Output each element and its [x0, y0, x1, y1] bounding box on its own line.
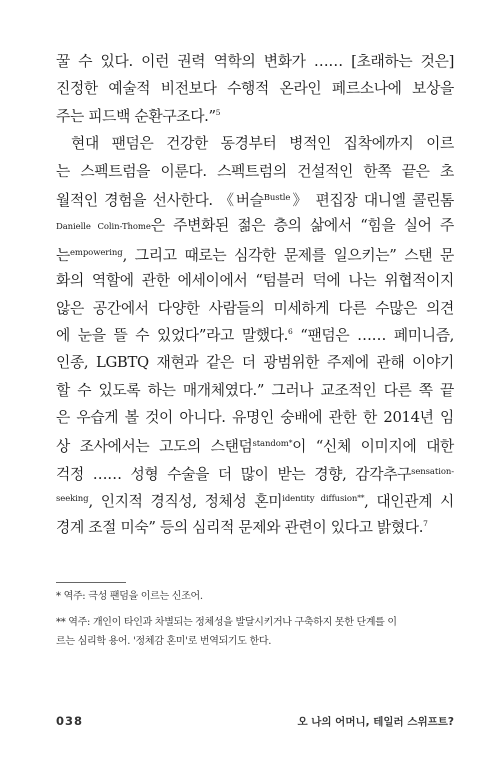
text-line-7 [56, 212, 454, 239]
footnote-marker-1: * [288, 438, 293, 448]
text-line-11-part-b: “팬덤은 …… 페미니즘, [292, 326, 454, 344]
footnote-2 [56, 613, 454, 651]
endnote-marker-5: 5 [215, 107, 221, 117]
text-line-6 [56, 185, 454, 212]
text-line-16 [56, 459, 454, 486]
main-text [56, 48, 454, 541]
text-line-17 [56, 486, 454, 513]
text-line-8-part-b: , 그리고 때로는 심각한 문제를 일으키는” 스탠 문 [122, 246, 454, 264]
text-line-2: 진정한 예술적 비전보다 수행적 온라인 페르소나에 보상을 [56, 80, 454, 98]
running-head: 오 나의 어머니, 테일러 스위프트? [297, 716, 454, 728]
text-line-8 [56, 240, 454, 267]
text-line-17-part-b: , 인지적 경직성, 정체성 혼미 [88, 493, 283, 511]
text-line-11 [56, 322, 454, 349]
text-line-12: 인종, LGBTQ 재현과 같은 더 광범위한 주제에 관해 이야기 [56, 354, 454, 372]
bustle-gloss: Bustle [263, 192, 291, 203]
text-line-6-part-b: 》 편집장 대니엘 콜린톰 [290, 191, 454, 209]
text-line-5: 는 스펙트럼을 이룬다. 스펙트럼의 건설적인 한쪽 끝은 초 [56, 162, 454, 180]
text-line-1: 꿀 수 있다. 이런 권력 역학의 변화가 …… [초래하는 것은] [56, 53, 454, 70]
text-line-6-part-a: 월적인 경험을 선사한다. 《버슬 [56, 191, 264, 209]
text-line-15-part-a: 상 조사에서는 고도의 스탠덤 [56, 438, 253, 456]
footnote-2-line-1: ** 역주: 개인이 타인과 차별되는 정체성을 발달시키거나 구축하지 못한 단계를 이 [56, 617, 397, 628]
text-line-13: 할 수 있도록 하는 매개체였다.” 그러나 교조적인 다른 쪽 끝 [56, 381, 454, 399]
empowering-gloss: empowering [69, 247, 123, 258]
footnote-marker-2: ** [357, 493, 365, 503]
sensation-gloss: sensation- [411, 466, 454, 477]
footnote-1 [56, 587, 454, 606]
identity-diffusion-gloss: identity diffusion [282, 494, 358, 505]
endnote-marker-6: 6 [288, 326, 293, 336]
footnote-1-text: * 역주: 극성 팬덤을 이르는 신조어. [56, 591, 203, 602]
text-line-16-part-a: 걱정 …… 성형 수술을 더 많이 받는 경향, 감각추구 [56, 465, 412, 483]
text-line-15-part-b: 이 “신체 이미지에 대한 [292, 438, 454, 456]
page-number: 038 [56, 714, 84, 728]
text-line-10: 않은 공간에서 다양한 사람들의 미세하게 다른 수많은 의견 [56, 299, 454, 317]
text-line-9: 화의 역할에 관한 에세이에서 “텀블러 덕에 나는 위협적이지 [56, 272, 454, 290]
standom-gloss: standom [252, 439, 289, 450]
text-line-14: 은 우습게 볼 것이 아니다. 유명인 숭배에 관한 한 2014년 임 [56, 409, 454, 427]
text-line-8-part-a: 는 [56, 246, 70, 264]
text-line-3 [56, 103, 454, 130]
text-line-3-content: 주는 피드백 순환구조다.” [56, 107, 216, 125]
text-line-18 [56, 514, 454, 541]
footnote-2-line-2: 르는 심리학 용어. '정체감 혼미'로 번역되기도 한다. [56, 636, 272, 647]
text-line-17-part-c: , 대인관계 시 [364, 493, 454, 511]
text-line-18-content: 경계 조절 미숙” 등의 심리적 문제와 관련이 있다고 밝혔다. [56, 518, 424, 536]
page-footer [56, 714, 454, 730]
text-line-7-part-b: 은 주변화된 젊은 층의 삶에서 “힘을 실어 주 [150, 217, 454, 235]
footnote-divider [56, 582, 126, 583]
text-line-4: 현대 팬덤은 건강한 동경부터 병적인 집착에까지 이르 [71, 135, 454, 153]
danielle-name-gloss: Danielle Colin-Thome [56, 222, 151, 233]
text-line-15 [56, 431, 454, 458]
seeking-gloss: seeking [56, 494, 89, 505]
endnote-marker-7: 7 [423, 518, 428, 528]
text-line-11-part-a: 에 눈을 뜰 수 있었다”라고 말했다. [56, 326, 288, 344]
